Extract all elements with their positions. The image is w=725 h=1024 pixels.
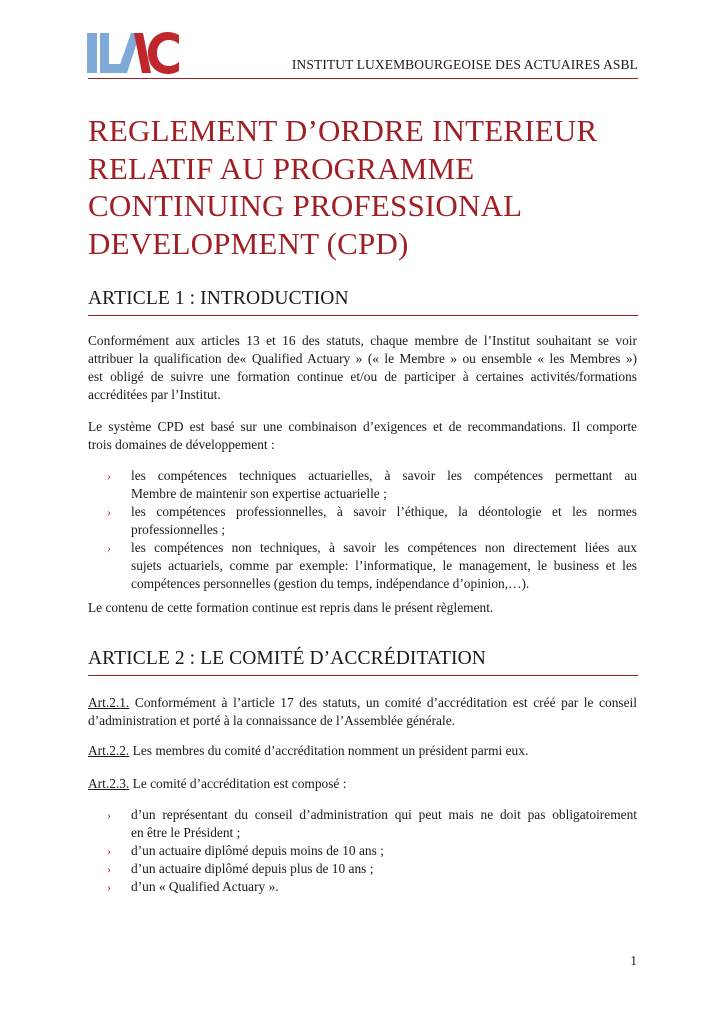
text-line: compétences personnelles (gestion du temps, indépendance d’opinion,…). <box>131 576 530 591</box>
text-line: d’un « Qualified Actuary ». <box>131 879 279 894</box>
text-line: accréditées par l’Institut. <box>88 387 221 402</box>
chevron-right-icon: › <box>107 505 111 519</box>
list-item <box>88 539 637 593</box>
chevron-right-icon: › <box>107 541 111 555</box>
text-line: d’un actuaire diplômé depuis moins de 10 ans ; <box>131 843 384 858</box>
article-1-bullet-list <box>88 467 637 593</box>
text-line: les compétences professionnelles, à savoir l’éthique, la déontologie et les normes <box>131 504 637 519</box>
list-item <box>88 503 637 539</box>
text-line: les compétences techniques actuarielles, à savoir les compétences permettant au <box>131 468 637 483</box>
text-line: Le système CPD est basé sur une combinaison d’exigences et de recommandations. Il comporte <box>88 419 637 434</box>
chevron-right-icon: › <box>107 862 111 876</box>
article-text: Conformément à l’article 17 des statuts, un comité d’accréditation est créé par le conseil <box>129 695 637 710</box>
page-number: 1 <box>630 953 637 968</box>
text-line: est obligé de suivre une formation continue et/ou de participer à certaines activités/formations <box>88 369 637 384</box>
document-title <box>88 112 648 262</box>
list-item <box>88 806 637 842</box>
text-line: attribuer la qualification de« Qualified Actuary » (« le Membre » ou ensemble « les Membres ») <box>88 351 637 366</box>
article-1-heading: ARTICLE 1 : INTRODUCTION <box>88 288 638 316</box>
article-number: Art.2.2. <box>88 743 130 758</box>
article-1-paragraph-2 <box>88 418 637 454</box>
list-item <box>88 467 637 503</box>
list-item <box>88 842 637 860</box>
chevron-right-icon: › <box>107 808 111 822</box>
chevron-right-icon: › <box>107 469 111 483</box>
article-2-bullet-list <box>88 806 637 896</box>
header-organization: INSTITUT LUXEMBOURGEOISE DES ACTUAIRES ASBL <box>291 57 638 72</box>
chevron-right-icon: › <box>107 844 111 858</box>
article-2-2-paragraph <box>88 742 637 760</box>
ilac-logo <box>87 31 179 75</box>
article-text: Le comité d’accréditation est composé : <box>129 776 347 791</box>
title-line: CONTINUING PROFESSIONAL <box>88 188 523 223</box>
text-line: trois domaines de développement : <box>88 437 275 452</box>
text-line <box>88 694 637 712</box>
text-line: les compétences non techniques, à savoir les compétences non directement liées aux <box>131 540 637 555</box>
text-line: d’un actuaire diplômé depuis plus de 10 ans ; <box>131 861 374 876</box>
text-line: en être le Président ; <box>131 825 241 840</box>
article-1-paragraph-3: Le contenu de cette formation continue est repris dans le présent règlement. <box>88 600 494 615</box>
article-1-paragraph-1 <box>88 332 637 404</box>
article-text: Les membres du comité d’accréditation nomment un président parmi eux. <box>129 743 529 758</box>
article-number: Art.2.3. <box>88 776 130 791</box>
header-divider <box>88 78 638 79</box>
chevron-right-icon: › <box>107 880 111 894</box>
title-line: DEVELOPMENT (CPD) <box>88 225 409 261</box>
list-item <box>88 878 637 896</box>
text-line: Membre de maintenir son expertise actuarielle ; <box>131 486 387 501</box>
text-line: professionnelles ; <box>131 522 226 537</box>
text-line: Conformément aux articles 13 et 16 des statuts, chaque membre de l’Institut souhaitant se voir <box>88 333 637 348</box>
article-number: Art.2.1. <box>88 695 130 710</box>
article-2-1-paragraph <box>88 694 637 730</box>
text-line: d’un représentant du conseil d’administration qui peut mais ne doit pas obligatoirement <box>131 807 637 822</box>
title-line: RELATIF AU PROGRAMME <box>88 150 475 186</box>
title-line: REGLEMENT D’ORDRE INTERIEUR <box>88 113 598 148</box>
text-line: d’administration et porté à la connaissance de l’Assemblée générale. <box>88 713 455 728</box>
list-item <box>88 860 637 878</box>
article-2-3-paragraph <box>88 775 637 793</box>
article-2-heading: ARTICLE 2 : LE COMITÉ D’ACCRÉDITATION <box>88 648 638 676</box>
text-line: sujets actuariels, comme par exemple: l’informatique, le management, le business et les <box>131 558 637 573</box>
